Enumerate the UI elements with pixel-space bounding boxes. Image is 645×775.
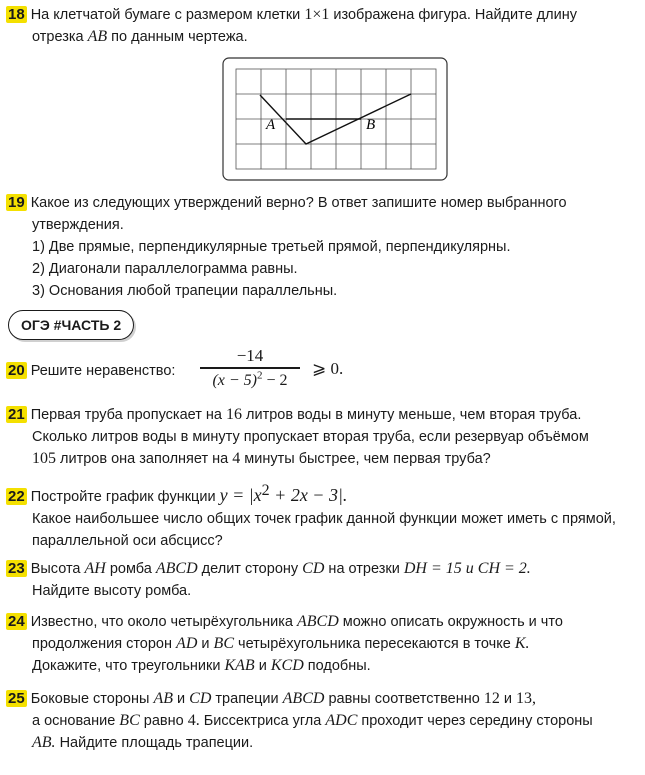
task-23: 23 Высота AH ромба ABCD делит сторону CD на отрезки DH = 15 и CH = 2. Найдите высоту ромба. (8, 560, 531, 599)
option-1: 1) Две прямые, перпендикулярные третьей прямой, перпендикулярны. (32, 239, 511, 255)
task-number: 20 (8, 362, 25, 379)
fraction (200, 346, 300, 391)
task-20: 20 Решите неравенство: (8, 362, 176, 379)
task-24: 24 Известно, что около четырёхугольника ABCD можно описать окружность и что продолжения сторон AD и BC четырёхугольника пересекаются в точке K. Докажите, что треугольники KAB и KCD подобны. (8, 613, 563, 674)
task-number: 22 (8, 488, 25, 505)
task-number: 24 (8, 613, 25, 630)
task-number: 23 (8, 560, 25, 577)
option-2: 2) Диагонали параллелограмма равны. (32, 261, 298, 277)
inequality-rhs: ⩾ 0. (312, 359, 344, 378)
numerator: −14 (236, 346, 264, 365)
option-3: 3) Основания любой трапеции параллельны. (32, 283, 338, 299)
label-a: A (266, 117, 276, 133)
label-b: B (366, 117, 376, 133)
task-19: 19 Какое из следующих утверждений верно? В ответ запишите номер выбранного утверждения. 1) Две прямые, перпендикулярные третьей прямой, перпендикулярны. 2) Диагонали параллелограмма равны. 3) Основания любой трапеции параллельны. (6, 192, 639, 302)
task-number: 25 (8, 690, 25, 707)
task-21: 21 Первая труба пропускает на 16 литров воды в минуту меньше, чем вторая труба. Сколько литров воды в минуту пропускает вторая труба, если резервуар объёмом 105 литров она заполняет на 4 минуты быстрее, чем первая труба? (8, 406, 589, 467)
task-25: 25 Боковые стороны AB и CD трапеции ABCD равны соответственно 12 и 13, а основание BC равно 4. Биссектриса угла ADC проходит через середину стороны AB. Найдите площадь трапеции. (8, 690, 593, 751)
task-22: 22 Постройте график функции $y = |x^2 + 2x - 3|$. Какое наибольшее число общих точек график данной функции может иметь с прямой, параллельной оси абсцисс? (8, 482, 616, 549)
task-number: 18 (8, 6, 25, 23)
section-badge: ОГЭ #ЧАСТЬ 2 (8, 310, 134, 340)
task-number: 21 (8, 406, 25, 423)
task-18: 18 На клетчатой бумаге с размером клетки 1×1 изображена фигура. Найдите длину отрезка AB по данным чертежа. (8, 6, 577, 45)
denominator: $(x - 5)^2 - 2$ (212, 368, 288, 389)
grid-figure (222, 57, 448, 186)
task-number: 19 (8, 194, 25, 211)
